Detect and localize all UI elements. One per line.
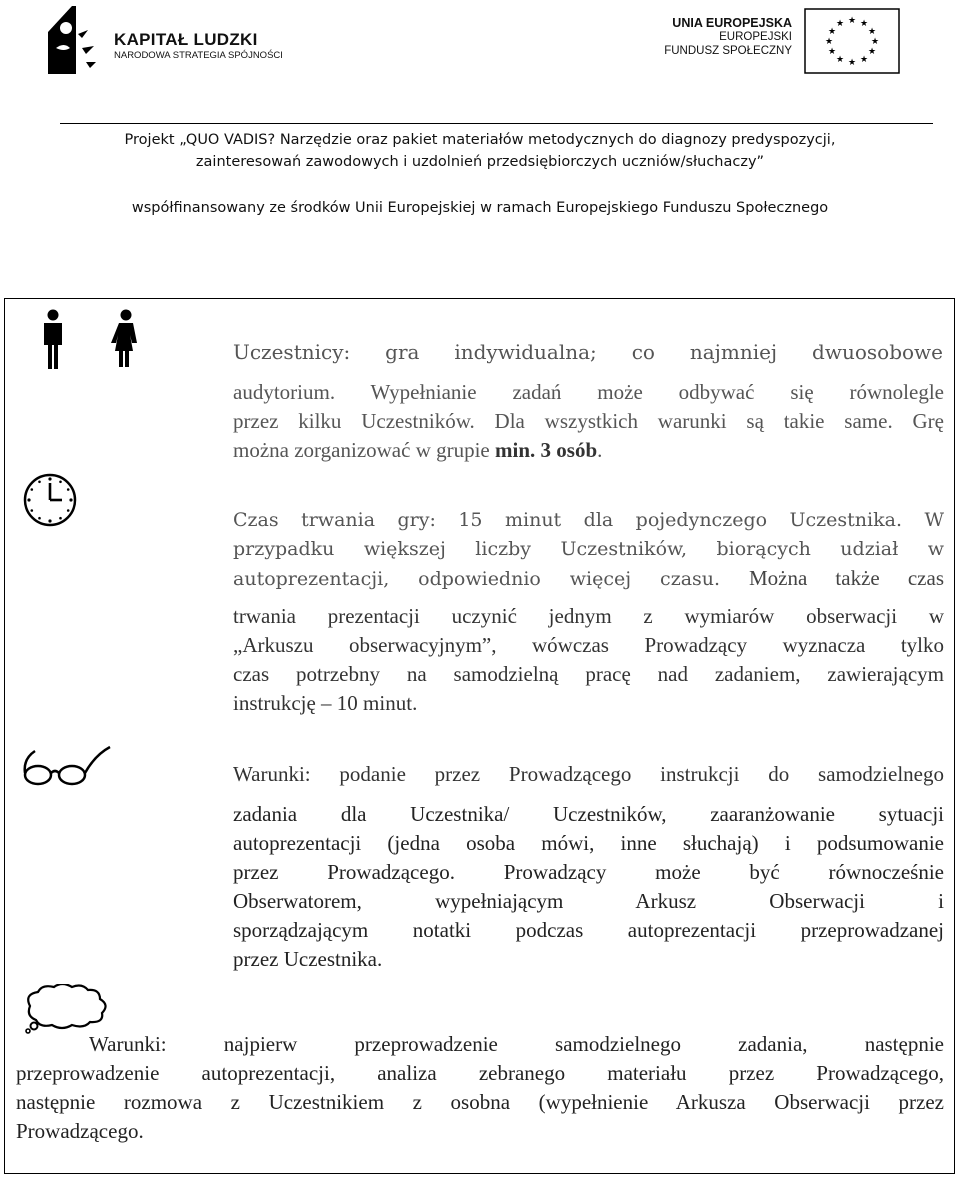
kapital-ludzki-logo [42,4,302,76]
svg-text:★: ★ [847,15,857,25]
time-line6: czas potrzebny na samodzielną pracę nad zadaniem, zawierającym [233,662,944,686]
kapital-ludzki-subtitle: NARODOWA STRATEGIA SPÓJNOŚCI [114,50,283,61]
clock-icon [22,472,78,528]
svg-text:★: ★ [827,26,837,36]
kapital-ludzki-emblem-icon [42,4,108,76]
time-line3 [233,564,944,593]
participants-section [233,338,943,367]
conditions-line1: Warunki: podanie przez Prowadzącego instrukcji do samodzielnego [233,762,944,786]
svg-text:★: ★ [859,54,869,64]
participants-line4-text: można zorganizować w grupie [233,438,496,462]
eu-logo-line3: FUNDUSZ SPOŁECZNY [664,45,792,57]
glasses-icon [20,742,114,788]
participants-section-cont [233,378,944,465]
kapital-ludzki-title: KAPITAŁ LUDZKI [114,30,258,49]
header-divider [60,123,933,124]
eu-logo [660,8,930,74]
conditions-line3: autoprezentacji (jedna osoba mówi, inne słuchają) i podsumowanie [233,831,944,855]
time-line3b: Można także czas [748,566,944,590]
procedure-line4: Prowadzącego. [16,1119,144,1143]
svg-text:★: ★ [824,36,834,46]
procedure-line3: następnie rozmowa z Uczestnikiem z osobna (wypełnienie Arkusza Obserwacji przez [16,1090,944,1114]
time-line4: trwania prezentacji uczynić jednym z wymiarów obserwacji w [233,604,944,628]
participants-emphasis: min. 3 osób [495,438,598,462]
project-title-line2: zainteresowań zawodowych i uzdolnień przedsiębiorczych uczniów/słuchaczy” [195,154,765,170]
time-section-cont [233,602,944,718]
eu-logo-line2: EUROPEJSKI [719,31,792,43]
participants-line1: Uczestnicy: gra indywidualna; co najmniej dwuosobowe [233,340,943,364]
cofinancing-note: współfinansowany ze środków Unii Europejskiej w ramach Europejskiego Funduszu Społecznego [131,200,829,216]
eu-flag-icon [804,8,900,74]
thought-bubble-icon [20,984,116,1034]
conditions-line6: sporządzającym notatki podczas autoprezentacji przeprowadzanej [233,918,944,942]
conditions-line5: Obserwatorem, wypełniającym Arkusz Obserwacji i [233,889,944,913]
conditions-line7: przez Uczestnika. [233,947,383,971]
participants-end: . [597,438,603,462]
participants-icon [40,309,140,371]
time-line3a: autoprezentacji, odpowiednio więcej czasu. [233,568,721,590]
svg-text:★: ★ [859,18,869,28]
eu-logo-line1: UNIA EUROPEJSKA [672,16,792,30]
svg-text:★: ★ [867,26,877,36]
participants-line4 [233,436,944,465]
svg-text:★: ★ [835,18,845,28]
svg-text:★: ★ [867,46,877,56]
procedure-section [16,1030,944,1146]
time-line5: „Arkuszu obserwacyjnym”, wówczas Prowadzący wyznacza tylko [233,633,944,657]
time-line2: przypadku większej liczby Uczestników, biorących udział w [233,538,944,560]
svg-text:★: ★ [835,54,845,64]
conditions-section-cont [233,800,944,974]
conditions-line4: przez Prowadzącego. Prowadzący może być równocześnie [233,860,944,884]
time-section [233,506,944,593]
participants-line3: przez kilku Uczestników. Dla wszystkich warunki są takie same. Grę [233,409,944,433]
time-line1: Czas trwania gry: 15 minut dla pojedynczego Uczestnika. W [233,509,944,531]
procedure-line1: Warunki: najpierw przeprowadzenie samodzielnego zadania, następnie [89,1032,944,1056]
time-line7: instrukcję – 10 minut. [233,691,418,715]
svg-text:★: ★ [847,57,857,67]
conditions-line2: zadania dla Uczestnika/ Uczestników, zaaranżowanie sytuacji [233,802,944,826]
svg-text:★: ★ [827,46,837,56]
eu-logo-text [664,16,792,58]
procedure-line2: przeprowadzenie autoprezentacji, analiza zebranego materiału przez Prowadzącego, [16,1061,944,1085]
conditions-section [233,760,944,789]
project-title-line1: Projekt „QUO VADIS? Narzędzie oraz pakiet materiałów metodycznych do diagnozy predyspozycji, [124,132,836,148]
svg-text:★: ★ [870,36,880,46]
participants-line2: audytorium. Wypełnianie zadań może odbywać się równolegle [233,380,944,404]
